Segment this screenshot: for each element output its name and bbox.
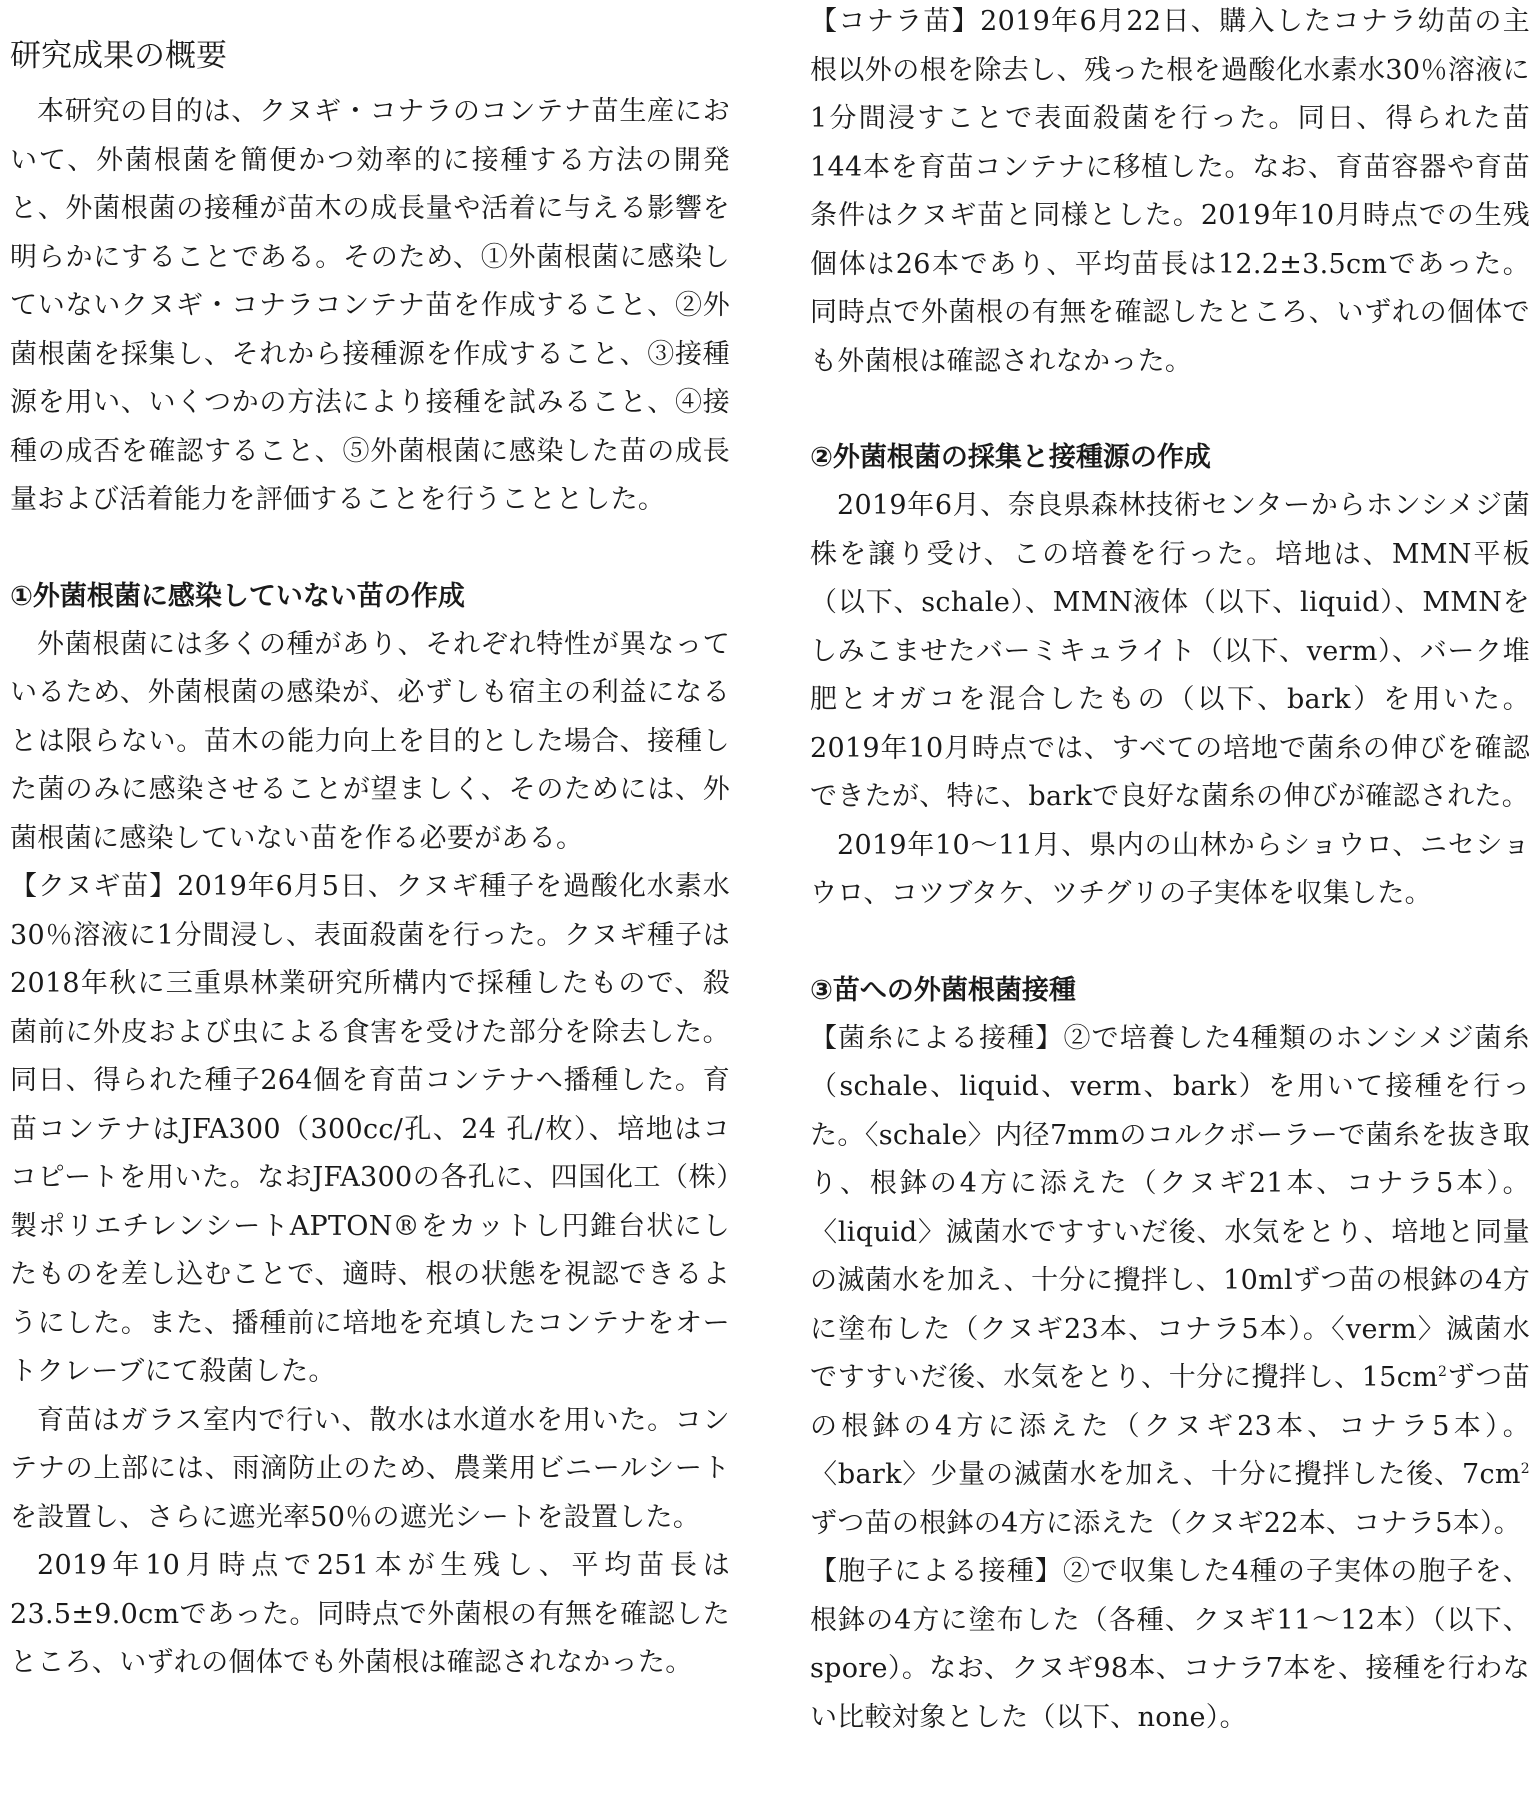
section1-paragraph-3: 育苗はガラス室内で行い、散水は水道水を用いた。コンテナの上部には、雨滴防止のため、農業用ビニールシートを設置し、さらに遮光率50％の遮光シートを設置した。 — [10, 1404, 730, 1533]
mycelium-text-c: ずつ苗の根鉢の4方に添えた（クヌギ22本、コナラ5本）。 — [810, 1507, 1522, 1539]
superscript-1: 2 — [1438, 1364, 1448, 1380]
right-column — [810, 0, 1530, 1742]
left-column — [10, 0, 730, 1688]
mycelium-text-a: 【菌糸による接種】②で培養した4種類のホンシメジ菌糸（schale、liquid、verm、bark）を用いて接種を行った。〈schale〉内径7mmのコルクボーラーで菌糸を抜き取り、根鉢の4方に添えた（クヌギ21本、コナラ5本）。〈liquid〉滅菌水ですすいだ後、水気をとり、培地と同量の滅菌水を加え、十分に攪拌し、10mlずつ苗の根鉢の4方に塗布した（クヌギ23本、コナラ5本）。〈verm〉滅菌水ですすいだ後、水気をとり、十分に攪拌し、15cm — [810, 1022, 1530, 1393]
konara-paragraph: 【コナラ苗】2019年6月22日、購入したコナラ幼苗の主根以外の根を除去し、残った根を過酸化水素水30％溶液に1分間浸すことで表面殺菌を行った。同日、得られた苗144本を育苗コンテナに移植した。なお、育苗容器や育苗条件はクヌギ苗と同様とした。2019年10月時点での生残個体は26本であり、平均苗長は12.2±3.5cmであった。同時点で外菌根の有無を確認したところ、いずれの個体でも外菌根は確認されなかった。 — [810, 6, 1530, 377]
superscript-2: 2 — [1520, 1461, 1530, 1477]
intro-paragraph: 本研究の目的は、クヌギ・コナラのコンテナ苗生産において、外菌根菌を簡便かつ効率的に接種する方法の開発と、外菌根菌の接種が苗木の成長量や活着に与える影響を明らかにすることである。そのため、①外菌根菌に感染していないクヌギ・コナラコンテナ苗を作成すること、②外菌根菌を採集し、それから接種源を作成すること、③接種源を用い、いくつかの方法により接種を試みること、④接種の成否を確認すること、⑤外菌根菌に感染した苗の成長量および活着能力を評価することを行うこととした。 — [10, 96, 730, 515]
section1-heading: ①外菌根菌に感染していない苗の作成 — [10, 580, 465, 612]
section2-heading: ②外菌根菌の採集と接種源の作成 — [810, 442, 1211, 473]
section3-paragraph-spore: 【胞子による接種】②で収集した4種の子実体の胞子を、根鉢の4方に塗布した（各種、クヌギ11～12本）（以下、spore）。なお、クヌギ98本、コナラ7本を、接種を行わない比較対象とした（以下、none）。 — [810, 1556, 1530, 1733]
section3-heading: ③苗への外菌根菌接種 — [810, 974, 1076, 1006]
section1-paragraph-1: 外菌根菌には多くの種があり、それぞれ特性が異なっているため、外菌根菌の感染が、必ずしも宿主の利益になるとは限らない。苗木の能力向上を目的とした場合、接種した菌のみに感染させることが望ましく、そのためには、外菌根菌に感染していない苗を作る必要がある。 — [10, 628, 730, 854]
section1-paragraph-kunugi: 【クヌギ苗】2019年6月5日、クヌギ種子を過酸化水素水30％溶液に1分間浸し、表面殺菌を行った。クヌギ種子は2018年秋に三重県林業研究所構内で採種したもので、殺菌前に外皮および虫による食害を受けた部分を除去した。同日、得られた種子264個を育苗コンテナへ播種した。育苗コンテナはJFA300（300cc/孔、24 孔/枚）、培地はココピートを用いた。なおJFA300の各孔に、四国化工（株）製ポリエチレンシートAPTON®をカットし円錐台状にしたものを差し込むことで、適時、根の状態を視認できるようにした。また、播種前に培地を充填したコンテナをオートクレーブにて殺菌した。 — [10, 871, 730, 1387]
section1-paragraph-4: 2019年10月時点で251本が生残し、平均苗長は23.5±9.0cmであった。同時点で外菌根の有無を確認したところ、いずれの個体でも外菌根は確認されなかった。 — [10, 1550, 730, 1678]
section3-paragraph-mycelium — [810, 1015, 1530, 1549]
section2-paragraph-1: 2019年6月、奈良県森林技術センターからホンシメジ菌株を譲り受け、この培養を行った。培地は、MMN平板（以下、schale）、MMN液体（以下、liquid）、MMNをしみこませたバーミキュライト（以下、verm）、バーク堆肥とオガコを混合したもの（以下、bark）を用いた。2019年10月時点では、すべての培地で菌糸の伸びを確認できたが、特に、barkで良好な菌糸の伸びが確認された。 — [810, 490, 1530, 812]
section2-paragraph-2: 2019年10～11月、県内の山林からショウロ、ニセショウロ、コツブタケ、ツチグリの子実体を収集した。 — [810, 829, 1530, 909]
mycelium-text-b: ずつ苗の根鉢の4方に添えた（クヌギ23本、コナラ5本）。〈bark〉少量の滅菌水を加え、十分に攪拌した後、7cm — [810, 1362, 1530, 1490]
page-title: 研究成果の概要 — [10, 38, 227, 74]
